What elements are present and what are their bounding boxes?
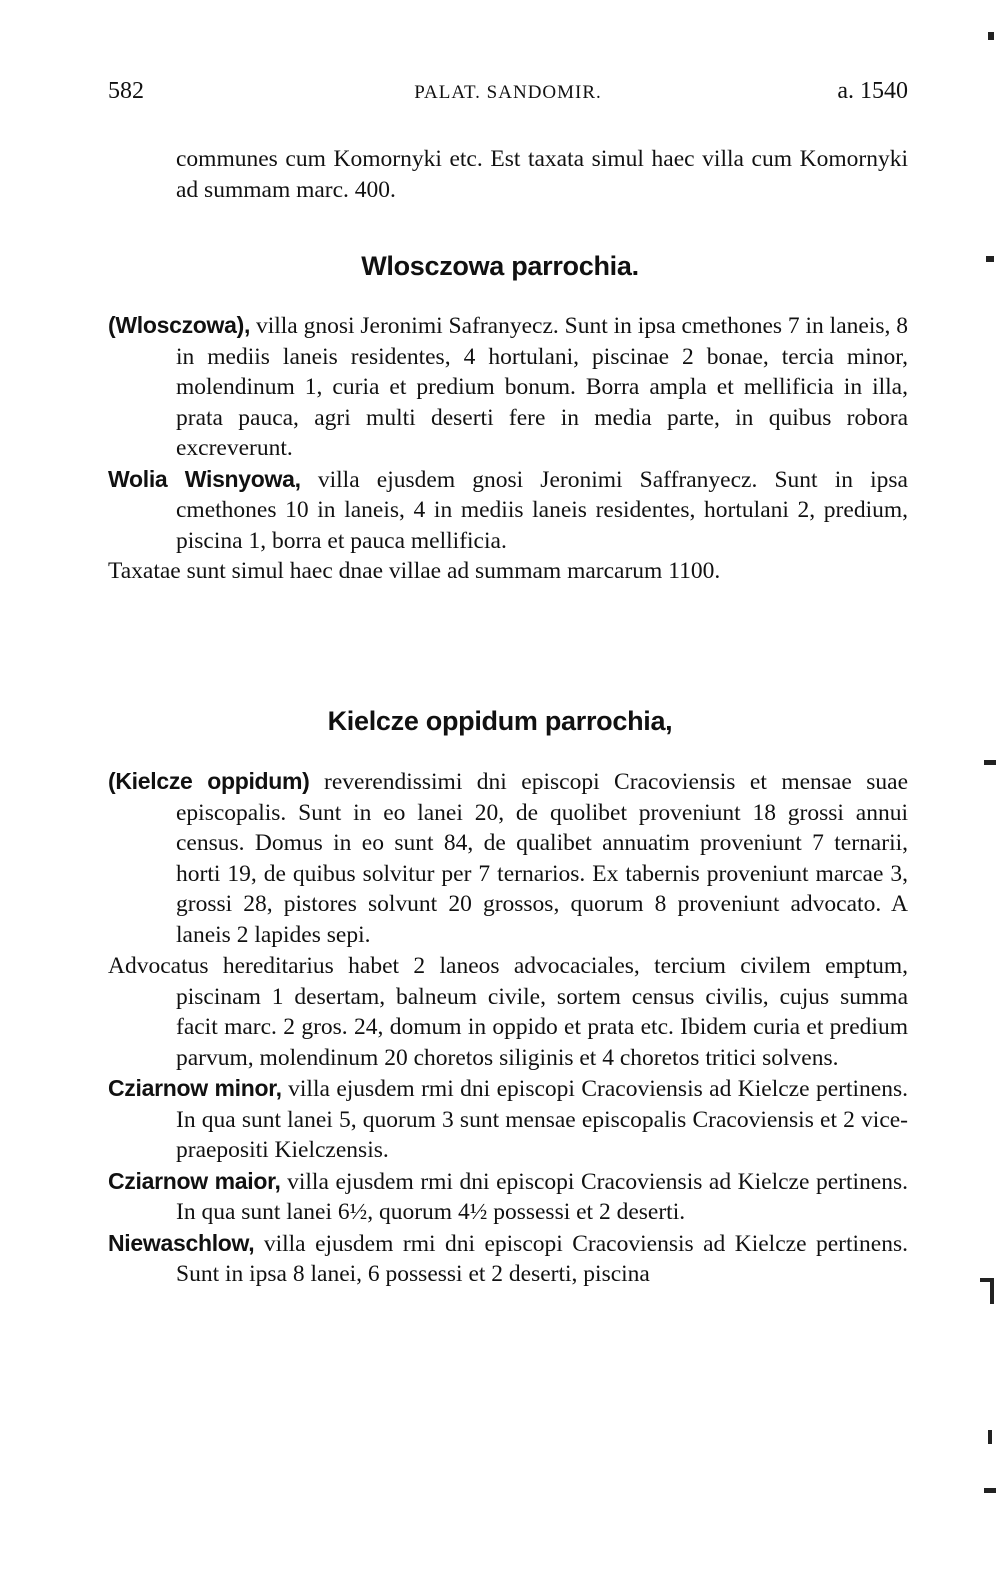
entry-text: villa ejusdem gnosi Jeronimi Saffranyecz. Sunt in ipsa cmethones 10 in laneis, 4 in mediis laneis residentes, hortulani 2, predium, piscina 1, borra et pauca mellificia. (176, 466, 908, 554)
entry-headword: Wolia Wisnyowa, (108, 465, 301, 492)
entry (108, 464, 908, 557)
entry (108, 1166, 908, 1228)
entry-headword: (Kielcze oppidum) (108, 768, 310, 794)
entry-text: Advocatus hereditarius habet 2 laneos advocaciales, tercium civilem emptum, piscinam 1 desertam, balneum civile, sortem census civilis, cujus summa facit marc. 2 gros. 24, domum in oppido et prata etc. Ibidem curia et predium parvum, molendinum 20 choretos siliginis et 4 choretos tritici solvens. (108, 953, 908, 1071)
entry-text: villa ejusdem rmi dni episcopi Cracoviensis ad Kielcze pertinens. In qua sunt lanei 5, quorum 3 sunt mensae episcopalis Cracoviensis et 2 vice-praepositi Kielczensis. (176, 1076, 908, 1163)
section-heading: Kielcze oppidum parrochia, (327, 706, 673, 736)
running-header (108, 78, 908, 118)
scan-mark (984, 1488, 996, 1493)
entry (108, 1228, 908, 1290)
entry-text: villa ejusdem rmi dni episcopi Cracoviensis ad Kielcze pertinens. In qua sunt lanei 6½, quorum 4½ possessi et 2 deserti. (176, 1168, 908, 1225)
entry-headword: Cziarnow maior, (108, 1167, 281, 1194)
section-heading: Wlosczowa parrochia. (361, 251, 639, 281)
scan-mark (988, 32, 994, 40)
year-label: a. 1540 (837, 78, 908, 104)
section-body (108, 766, 908, 1290)
scan-mark (986, 256, 994, 262)
entry (108, 1073, 908, 1166)
entry-headword: Cziarnow minor, (108, 1075, 282, 1101)
running-title: PALAT. SANDOMIR. (414, 82, 602, 103)
entry-text: villa ejusdem rmi dni episcopi Cracoviensis ad Kielcze pertinens. Sunt in ipsa 8 lanei, 6 possessi et 2 deserti, piscina (176, 1230, 908, 1287)
scan-mark (984, 760, 996, 765)
entry (108, 310, 908, 464)
summary-line (108, 556, 908, 587)
page-number: 582 (108, 78, 144, 104)
entry-text: reverendissimi dni episcopi Cracoviensis et mensae suae episcopalis. Sunt in eo lanei 20, de quolibet proveniunt 18 grossi annui census. Domus in eo sunt 84, de qualibet annuatim proveniunt 7 ternarii, horti 19, de quibus solvitur per 7 ternarios. Ex tabernis proveniunt marcae 3, grossi 28, pistores solvunt 20 grossos, quorum 8 proveniunt advocato. A laneis 2 lapides sepi. (176, 769, 908, 948)
entry-text: villa gnosi Jeronimi Safranyecz. Sunt in ipsa cmethones 7 in laneis, 8 in mediis laneis residentes, 4 hortulani, piscinae 2 bonae, tercia minor, molendinum 1, curia et predium bonum. Borra ampla et mellificia in illa, prata pauca, agri multi deserti fere in media parte, in quibus robora excreverunt. (176, 313, 908, 461)
entry-headword: (Wlosczowa), (108, 312, 251, 338)
summary-text: Taxatae sunt simul haec dnae villae ad summam marcarum 1100. (108, 558, 721, 584)
scan-mark (990, 1282, 994, 1304)
intro-continuation: communes cum Komornyki etc. Est taxata simul haec villa cum Komornyki ad summam marc. 400. (176, 146, 908, 203)
section-body (108, 310, 908, 587)
intro-block (108, 144, 908, 205)
scan-mark (988, 1430, 992, 1444)
entry (108, 950, 908, 1073)
entry (108, 766, 908, 950)
entry-headword: Niewaschlow, (108, 1229, 255, 1256)
